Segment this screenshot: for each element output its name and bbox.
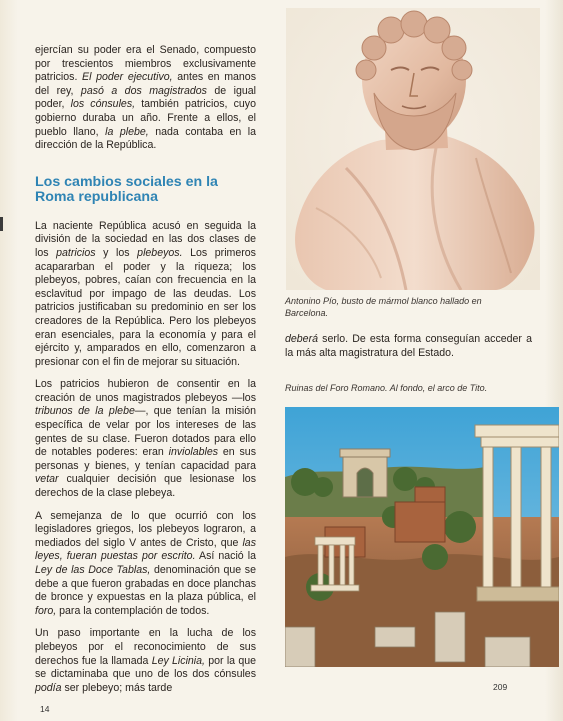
temple-of-castor-columns	[475, 425, 559, 601]
text-run: —, que tenían la misión específica de velar por los intereses de las gentes de su clase. Fueron dotados para ello de notables poderes: eran	[35, 405, 257, 459]
text-run: Los primeros acapararban el poder y la riqueza; los plebeyos, pobres, caían con frecuencia en la esclavitud por impago de las deudas. Los patricios justificaban su predominio en ser los creadores de la República. Pero los plebeyos eran esenciales, para la economía y para el ejército y, amparados en ello, comenzaron a presionar con el fin de mejorar su situación.	[35, 246, 256, 368]
paragraph-3	[35, 510, 256, 619]
emphasized-text: vetar	[35, 473, 59, 486]
arch-of-titus	[340, 449, 390, 497]
emphasized-text: la plebe,	[105, 125, 149, 138]
emphasized-text: los cónsules,	[70, 98, 136, 111]
text-run: Así nació la	[195, 550, 257, 563]
text-run: también patricios, cuyo gobierno duraba un año. Frente a ellos, el pueblo llano,	[35, 98, 256, 138]
emphasized-text: tribunos de la plebe	[35, 405, 135, 418]
text-run: Los patricios hubieron de consentir en la creación de unos magistrados plebeyos —los	[35, 378, 256, 404]
text-run: por la que se dictaminaba que uno de los dos cónsules	[35, 654, 256, 681]
text-run: para la contemplación de todos.	[56, 604, 210, 617]
forum-caption: Ruinas del Foro Romano. Al fondo, el arco de Tito.	[285, 383, 488, 393]
emphasized-text: foro,	[35, 604, 57, 617]
emphasized-text: El poder ejecutivo,	[82, 71, 173, 84]
emphasized-text: podía	[35, 681, 62, 694]
emphasized-text: inviolables	[168, 446, 219, 459]
text-run: A semejanza de lo que ocurrió con los legisladores griegos, los plebeyos lograron, a mediados del siglo V antes de Cristo, que	[35, 509, 256, 549]
text-run: nada contaba en la dirección de la República.	[35, 125, 256, 152]
paragraph-4	[35, 627, 256, 695]
roman-forum-ruins-image	[285, 407, 559, 667]
section-heading: Los cambios sociales en la Roma republicana	[35, 173, 218, 206]
bust-caption: Antonino Pío, busto de mármol blanco hallado en Barcelona.	[285, 296, 482, 318]
text-run: denominación que se debe a que fueron grabadas en doce planchas de bronce y expuestas en la plaza pública, el	[35, 564, 256, 604]
text-run: de igual poder,	[35, 84, 256, 111]
left-text-column	[35, 44, 256, 704]
text-run: y los	[95, 246, 138, 259]
text-run: en sus personas y bienes, y tenían capacidad para	[35, 446, 256, 472]
emphasized-text: las leyes, fueran puestas por escrito.	[35, 536, 256, 563]
emphasized-text: Ley Licinia,	[151, 654, 205, 667]
right-text-continuation	[285, 333, 532, 360]
paragraph-2	[35, 378, 256, 500]
text-run: La naciente República acusó en seguida la división de la sociedad en las dos clases de los	[35, 219, 256, 259]
text-run: ser plebeyo; más tarde	[61, 681, 173, 694]
text-run: cualquier decisión que lesionase los derechos de la clase plebeya.	[35, 473, 256, 500]
text-run: ejercían su poder era el Senado, compuesto por trescientos miembros exclusivamente patricios.	[35, 44, 256, 84]
text-run: serlo. De esta forma conseguían acceder a la más alta magistratura del Estado.	[285, 333, 532, 359]
emphasized-text: patricios	[56, 246, 96, 259]
antoninus-pius-bust-image	[286, 8, 540, 290]
paragraph-1	[35, 220, 256, 370]
page-number-left: 14	[40, 704, 50, 714]
text-run: antes en manos del rey,	[35, 71, 256, 97]
emphasized-text: plebeyos.	[137, 246, 183, 259]
emphasized-text: Ley de las Doce Tablas,	[35, 564, 151, 576]
margin-marker	[0, 217, 3, 231]
text-run: Un paso importante en la lucha de los plebeyos por el reconocimiento de sus derechos fue la llamada	[35, 627, 256, 667]
emphasized-text: pasó a dos magistrados	[80, 84, 207, 97]
page-number-right: 209	[493, 682, 508, 692]
emphasized-text: deberá	[285, 333, 318, 345]
intro-paragraph	[35, 44, 256, 153]
